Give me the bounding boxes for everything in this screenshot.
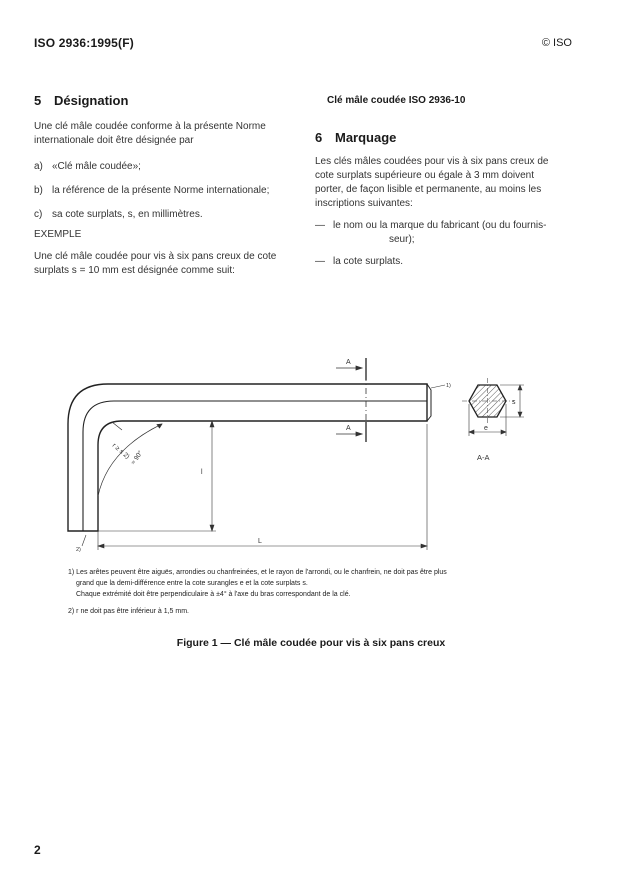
para-line: cote surplats supérieure ou égale à 3 mm doivent xyxy=(315,170,535,181)
radius-label: r ≥ s 2) xyxy=(110,442,131,461)
para-line: inscriptions suivantes: xyxy=(315,198,413,209)
angle-indicator xyxy=(98,422,162,496)
list-key: a) xyxy=(34,161,43,172)
list-item xyxy=(34,184,294,198)
section-label-a-top: A xyxy=(346,359,351,366)
section-6-number: 6 xyxy=(315,130,323,145)
figure-note-1 xyxy=(68,567,568,600)
dimension-l-label: l xyxy=(201,469,203,476)
key-outline xyxy=(68,384,431,531)
section-line xyxy=(336,358,366,442)
list-line: le nom ou la marque du fabricant (ou du fournis- xyxy=(333,220,547,231)
intro-line: internationale doit être désignée par xyxy=(34,135,194,146)
note-line: 1) Les arêtes peuvent être aiguës, arrondies ou chanfreinées, et le rayon de l'arrondi, ou le chanfrein, ne doit pas être plus xyxy=(68,569,447,576)
list-line: seur); xyxy=(389,234,415,245)
section-5-number: 5 xyxy=(34,93,42,108)
list-item xyxy=(34,160,294,174)
list-key: — xyxy=(315,220,325,231)
dimension-e-label: e xyxy=(484,425,488,432)
list-text xyxy=(333,219,546,247)
note-marker-2: 2) xyxy=(76,547,81,553)
note-line: grand que la demi-différence entre la cote surangles e et la cote surplats s. xyxy=(76,580,308,587)
intro-line: Une clé mâle coudée conforme à la présente Norme xyxy=(34,121,266,132)
dimension-s-label: s xyxy=(512,399,516,406)
standard-reference: ISO 2936:1995(F) xyxy=(34,36,134,50)
section-6-title: Marquage xyxy=(335,130,397,145)
list-text: la cote surplats. xyxy=(333,256,404,267)
section-label-a-bottom: A xyxy=(346,425,351,432)
example-text xyxy=(34,250,294,278)
note-marker-1: 1) xyxy=(446,383,451,389)
figure-note-2 xyxy=(68,606,468,617)
dimension-l xyxy=(98,421,216,531)
page-number: 2 xyxy=(34,843,41,857)
section-6-heading xyxy=(315,130,570,145)
list-key: b) xyxy=(34,185,43,196)
hex-section-view xyxy=(462,378,524,462)
right-column xyxy=(315,95,570,269)
list-key: c) xyxy=(34,209,43,220)
designation-example: Clé mâle coudée ISO 2936-10 xyxy=(327,95,466,106)
note-line: 2) r ne doit pas être inférieur à 1,5 mm. xyxy=(68,608,189,615)
section-6-paragraph xyxy=(315,155,570,211)
list-text: «Clé mâle coudée»; xyxy=(52,161,141,172)
section-5-title: Désignation xyxy=(54,93,129,108)
section-view-label: A-A xyxy=(477,453,490,462)
para-line: porter, de façon lisible et permanente, au moins les xyxy=(315,184,542,195)
dimension-L-label: L xyxy=(258,538,262,545)
section-5-intro xyxy=(34,120,294,148)
list-item xyxy=(315,255,570,269)
example-line: Une clé mâle coudée pour vis à six pans creux de cote xyxy=(34,251,277,262)
section-5 xyxy=(34,93,294,278)
example-line: surplats s = 10 mm est désignée comme suit: xyxy=(34,265,235,276)
list-key: — xyxy=(315,256,325,267)
hex-key-drawing xyxy=(0,350,622,570)
list-text: la référence de la présente Norme internationale; xyxy=(52,185,270,196)
section-5-heading xyxy=(34,93,294,108)
list-text: sa cote surplats, s, en millimètres. xyxy=(52,209,203,220)
angle-label: ≈ 90° xyxy=(129,449,145,467)
para-line: Les clés mâles coudées pour vis à six pans creux de xyxy=(315,156,549,167)
copyright: © ISO xyxy=(541,37,572,49)
list-item xyxy=(34,208,294,222)
example-label: EXEMPLE xyxy=(34,229,82,240)
list-item xyxy=(315,219,570,247)
note-line: Chaque extrémité doit être perpendiculaire à ±4° à l'axe du bras correspondant de la clé. xyxy=(76,591,351,598)
figure-caption: Figure 1 — Clé mâle coudée pour vis à six pans creux xyxy=(176,637,446,649)
